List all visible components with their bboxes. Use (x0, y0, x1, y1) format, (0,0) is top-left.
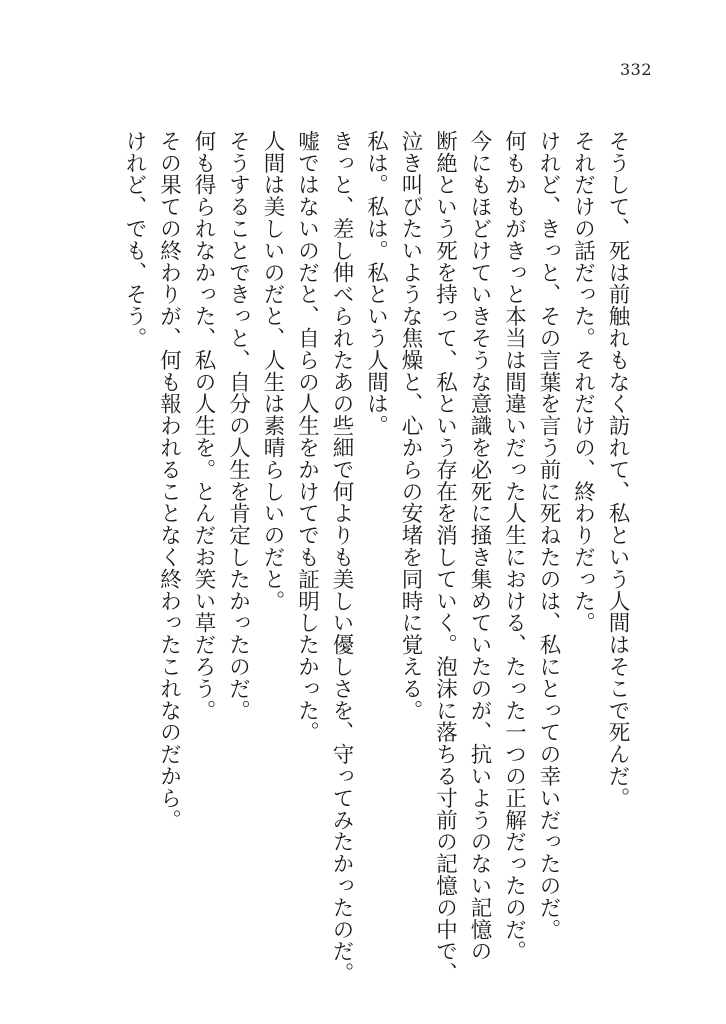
page-number: 332 (619, 60, 652, 79)
text-line: その果ての終わりが、何も報われることなく終わったこれなのだから。 (156, 130, 182, 831)
text-line: 泣き叫びたいような焦燥と、心からの安堵を同時に覚える。 (398, 130, 423, 722)
text-line: 何もかもがきっと本当は間違いだった人生における、たった一つの正解だったのだ。 (501, 130, 527, 963)
text-line: 人間は美しいのだと、人生は素晴らしいのだと。 (260, 130, 285, 612)
text-line: けれど、きっと、その言葉を言う前に死ねたのは、私にとっての幸いだったのだ。 (536, 130, 561, 941)
text-line: 何も得られなかった、私の人生を。とんだお笑い草だろう。 (191, 130, 216, 722)
text-line: きっと、差し伸べられたあの些細で何よりも美しい優しさを、守ってみたかったのだ。 (329, 130, 354, 985)
text-line: けれど、でも、そう。 (122, 130, 147, 349)
body-text (117, 130, 635, 985)
text-line: 今にもほどけていきそうな意識を必死に掻き集めていたのが、抗いようのない記憶の (467, 130, 492, 963)
text-line: そうすることできっと、自分の人生を肯定したかったのだ。 (225, 130, 251, 722)
text-line: 嘘ではないのだと、自らの人生をかけてでも証明したかった。 (294, 130, 320, 744)
text-line: そうして、死は前触れもなく訪れて、私という人間はそこで死んだ。 (605, 130, 630, 809)
text-line: 私は。私は。私という人間は。 (363, 130, 389, 437)
text-line: 断絶という死を持って、私という存在を消していく。泡沫に落ちる寸前の記憶の中で、 (432, 130, 458, 985)
text-line: それだけの話だった。それだけの、終わりだった。 (570, 130, 596, 634)
